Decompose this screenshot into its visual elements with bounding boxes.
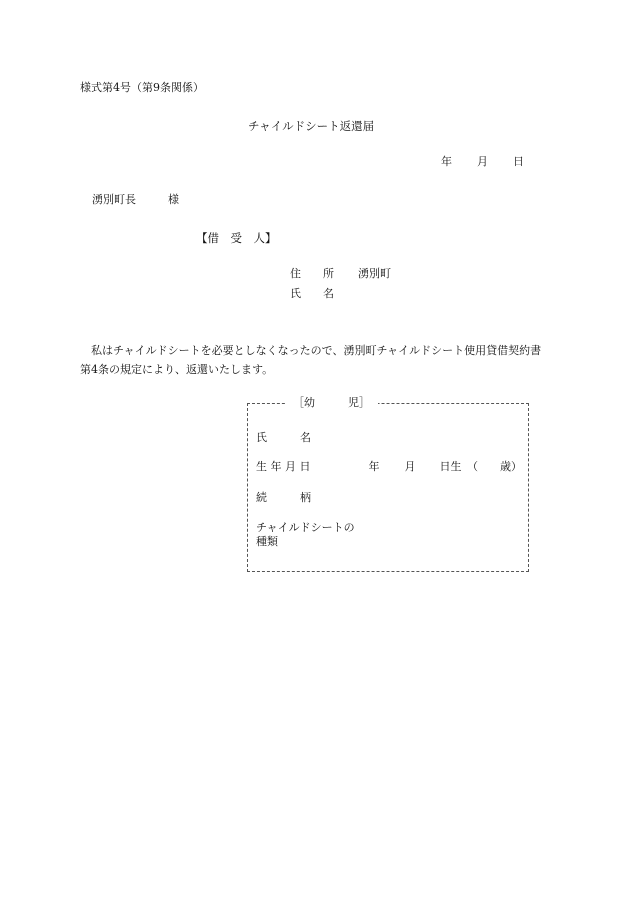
- borrower-address-label: 住 所: [290, 267, 334, 280]
- date-line: [441, 155, 524, 169]
- child-box-title: ［幼 児］: [285, 396, 378, 410]
- child-relation-label: 続 柄: [256, 491, 311, 504]
- seat-type-label: チャイルドシートの種類: [256, 521, 355, 548]
- form-number: 様式第4号（第9条関係）: [80, 81, 204, 94]
- addressee: [92, 193, 179, 207]
- child-dob-month: 月: [404, 460, 416, 473]
- child-dob-year: 年: [368, 460, 380, 473]
- child-name-label: 氏 名: [256, 431, 311, 444]
- child-name-row: [256, 431, 311, 445]
- document-title: チャイルドシート返還届: [248, 119, 375, 133]
- child-dob-day-age: 日生 （ 歳）: [439, 460, 522, 473]
- date-year: 年: [441, 155, 452, 168]
- addressee-honorific: 様: [168, 193, 179, 206]
- seat-type-row: [256, 521, 356, 549]
- child-dob-row: [256, 460, 522, 474]
- date-month: 月: [477, 155, 488, 168]
- borrower-address-row: [290, 267, 391, 281]
- child-dob-label: 生 年 月 日: [256, 460, 311, 473]
- borrower-heading: 【借 受 人】: [196, 231, 277, 245]
- borrower-name-row: [290, 287, 358, 301]
- return-statement: 私はチャイルドシートを必要としなくなったので、湧別町チャイルドシート使用貸借契約書第4条の規定により、返還いたします。: [80, 344, 542, 376]
- borrower-name-label: 氏 名: [290, 287, 334, 300]
- child-info-box: [247, 396, 529, 572]
- child-relation-row: [256, 491, 311, 505]
- addressee-name: 湧別町長: [92, 193, 136, 206]
- borrower-address-value: 湧別町: [358, 267, 391, 280]
- date-day: 日: [513, 155, 524, 168]
